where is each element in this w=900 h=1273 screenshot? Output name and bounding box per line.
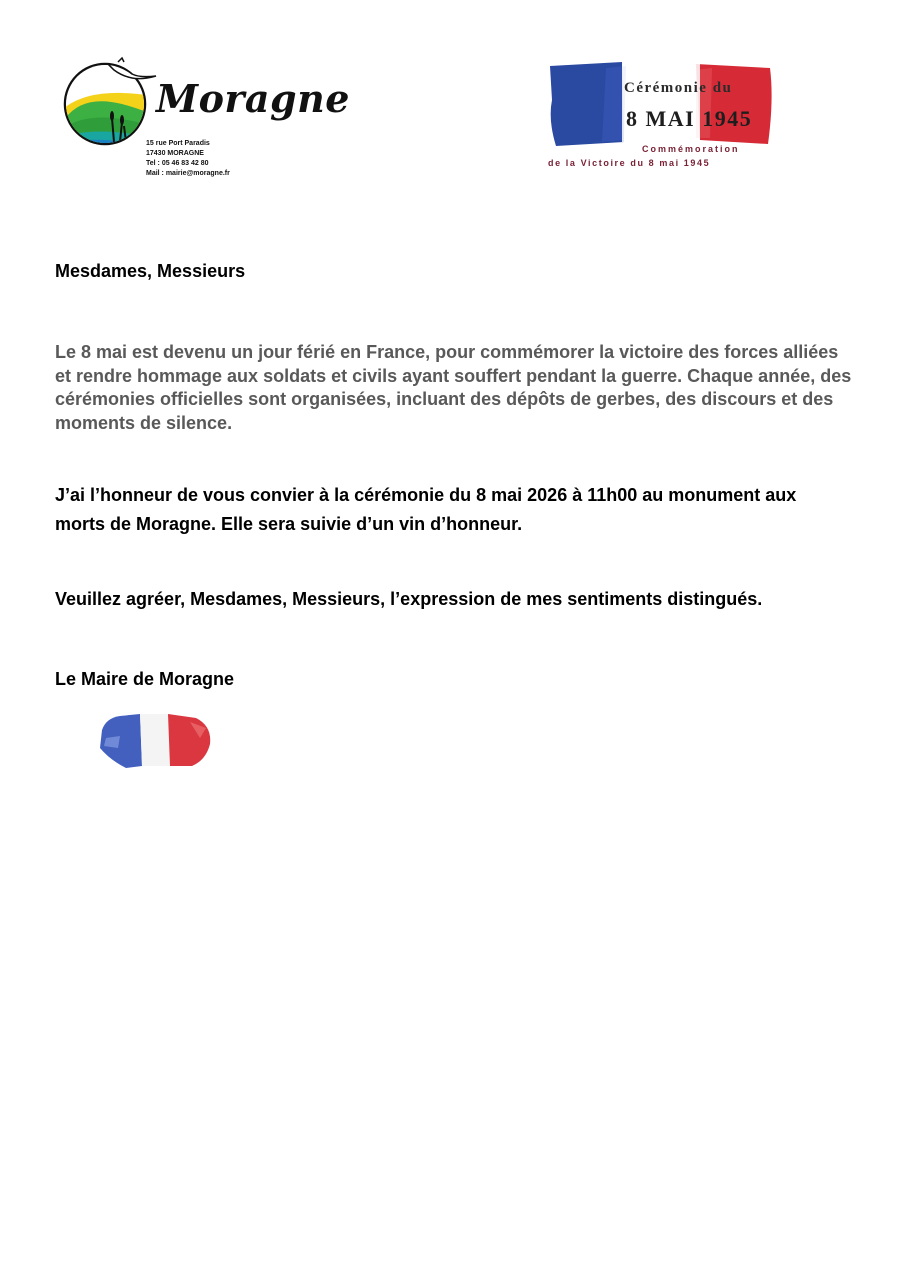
- banner-title: Cérémonie du: [624, 80, 733, 96]
- ceremony-banner: [546, 60, 774, 175]
- moragne-logo: [62, 56, 350, 181]
- invitation-paragraph: J’ai l’honneur de vous convier à la cérémonie du 8 mai 2026 à 11h00 au monument aux morts de Moragne. Elle sera suivie d’un vin d’honneur.: [55, 485, 797, 534]
- banner-subtitle-2: de la Victoire du 8 mai 1945: [548, 158, 711, 168]
- letterhead-address: [146, 139, 230, 179]
- intro-paragraph: Le 8 mai est devenu un jour férié en France, pour commémorer la victoire des forces alliées et rendre hommage aux soldats et civils ayant souffert pendant la guerre. Chaque année, des cérémonies officielles sont organisées, incluant des dépôts de gerbes, des discours et des moments de silence.: [55, 342, 852, 433]
- municipality-name: Moragne: [156, 76, 350, 121]
- french-flag-icon: [96, 708, 216, 770]
- brushed-flag-icon: [546, 60, 774, 150]
- address-street: 15 rue Port Paradis: [146, 140, 210, 147]
- closing-paragraph: Veuillez agréer, Mesdames, Messieurs, l’expression de mes sentiments distingués.: [55, 589, 763, 609]
- banner-subtitle-1: Commémoration: [642, 144, 740, 154]
- signature-line: Le Maire de Moragne: [55, 669, 235, 689]
- address-city: 17430 MORAGNE: [146, 150, 204, 157]
- email-address: Mail : mairie@moragne.fr: [146, 170, 230, 177]
- salutation: Mesdames, Messieurs: [55, 261, 246, 281]
- banner-date: 8 MAI 1945: [626, 106, 753, 131]
- phone-number: Tel : 05 46 83 42 80: [146, 160, 209, 167]
